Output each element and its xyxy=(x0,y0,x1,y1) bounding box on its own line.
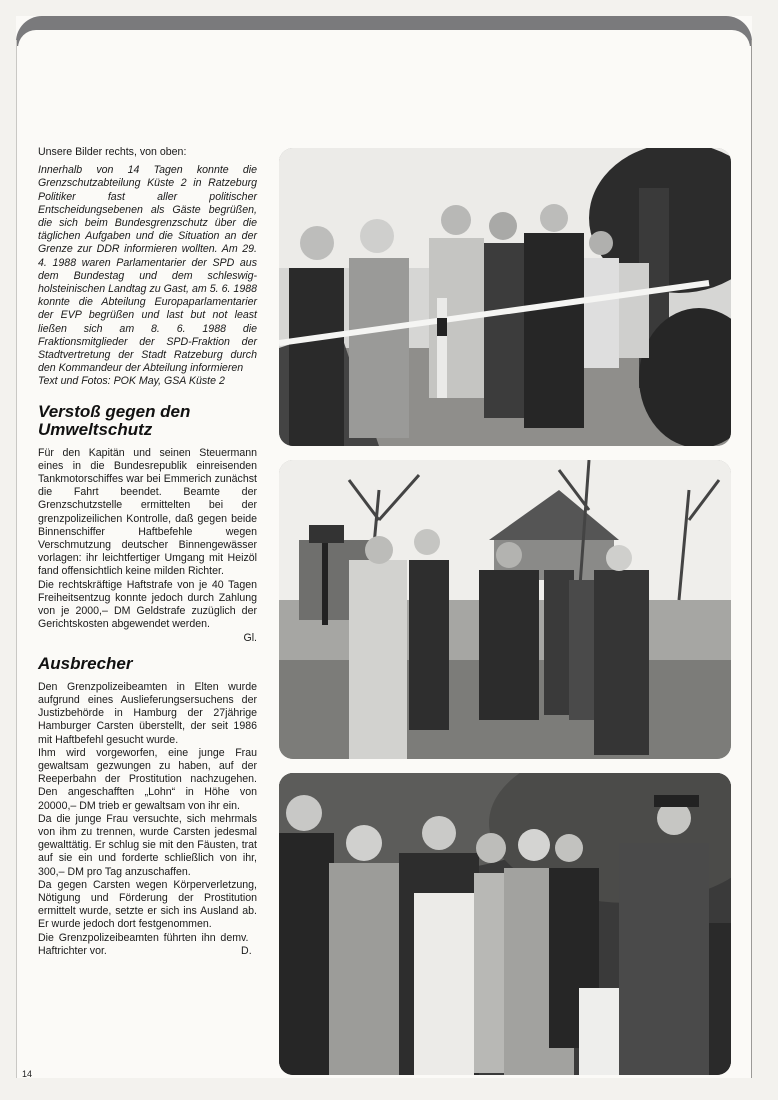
article1-paragraph-1: Für den Kapitän und seinen Steuermann eines in die Bundesrepublik einreisenden Tankmotorschiffes war bei Emmerich zunächst die Fahrt beendet. Beamte der Grenzschutzstelle ermittelten bei der grenzpolizeilichen Kontrolle, daß gegen beide Binnenschiffer Haftbefehle wegen Verschmutzung deutscher Binnengewässer vorlagen: ihr leichtfertiger Umgang mit Heizöl fand offensichtlich keine milden Richter. xyxy=(38,446,257,578)
article1-signature-row xyxy=(38,632,257,645)
photo-delegation-on-road xyxy=(279,460,731,759)
article2-paragraph-2: Ihm wird vorgeworfen, eine junge Frau gewaltsam gezwungen zu haben, auf der Reeperbahn der Prostitution nachzugehen. Den angeschafften „Lohn“ in Höhe von 20000,– DM trieb er gewaltsam von ihr ein. xyxy=(38,746,257,812)
article2-paragraph-5: Die Grenzpolizeibeamten führten ihn dem Haftrichter vor. xyxy=(38,931,242,957)
page-number: 14 xyxy=(22,1069,33,1079)
article2-paragraph-1: Den Grenzpolizeibeamten in Elten wurde aufgrund eines Auslieferungsersuchens der Justizbehörde in Hamburg der 27jährige Hamburger Carsten überstellt, der seit 1986 mit Haftbefehl gesucht wurde. xyxy=(38,680,257,746)
right-edge xyxy=(751,40,752,1078)
article2-paragraph-3: Da die junge Frau versuchte, sich mehrmals von ihm zu trennen, wurde Carsten jedesmal gewalttätig. Er schlug sie mit den Fäusten, trat auf sie ein und forderte schließlich von ihr, 300,– DM pro Tag anzuschaffen. xyxy=(38,812,257,878)
article-title-umweltschutz: Verstoß gegen den Umweltschutz xyxy=(38,401,191,439)
caption-body: Innerhalb von 14 Tagen konnte die Grenzschutzabteilung Küste 2 in Ratzeburg Politiker fast aller politischer Entscheidungsebenen als Gäste begrüßen, die sich beim Bundesgrenzschutz über die täglichen Aufgaben und die Situation an der Grenze zur DDR informieren wollten. Am 29. 4. 1988 waren Parlamentarier der SPD aus dem Bundestag und dem schleswig-holsteinischen Landtag zu Gast, am 5. 6. 1988 konnte die Abteilung Europaparlamentarier der EVP begrüßen und last but not least ließen sich am 8. 6. 1988 die Fraktionsmitglieder der SPD-Fraktion der Stadtvertretung der Stadt Ratzeburg durch den Kommandeur der Abteilung informieren xyxy=(38,164,257,375)
header-band xyxy=(16,16,752,46)
photo-politicians-at-barrier xyxy=(279,148,731,446)
text-column xyxy=(38,146,257,958)
caption-credit: Text und Fotos: POK May, GSA Küste 2 xyxy=(38,375,225,388)
article-title-ausbrecher: Ausbrecher xyxy=(38,653,133,673)
article2-last-line xyxy=(38,932,257,958)
caption-heading: Unsere Bilder rechts, von oben: xyxy=(38,146,187,158)
photo-group-with-officer xyxy=(279,773,731,1075)
article1-signature: Gl. xyxy=(243,631,257,644)
left-edge xyxy=(16,40,17,1078)
article2-signature: v. D. xyxy=(241,931,252,957)
article2-paragraph-4: Da gegen Carsten wegen Körperverletzung, Nötigung und Förderung der Prostitution ermittelt wurde, setzte er sich ins Ausland ab. Er wurde jedoch dort festgenommen. xyxy=(38,878,257,931)
article1-paragraph-2: Die rechtskräftige Haftstrafe von je 40 Tagen Freiheitsentzug konnte jedoch durch Zahlung von je 2000,– DM Geldstrafe zuzüglich der Gerichtskosten abgewendet werden. xyxy=(38,578,257,631)
